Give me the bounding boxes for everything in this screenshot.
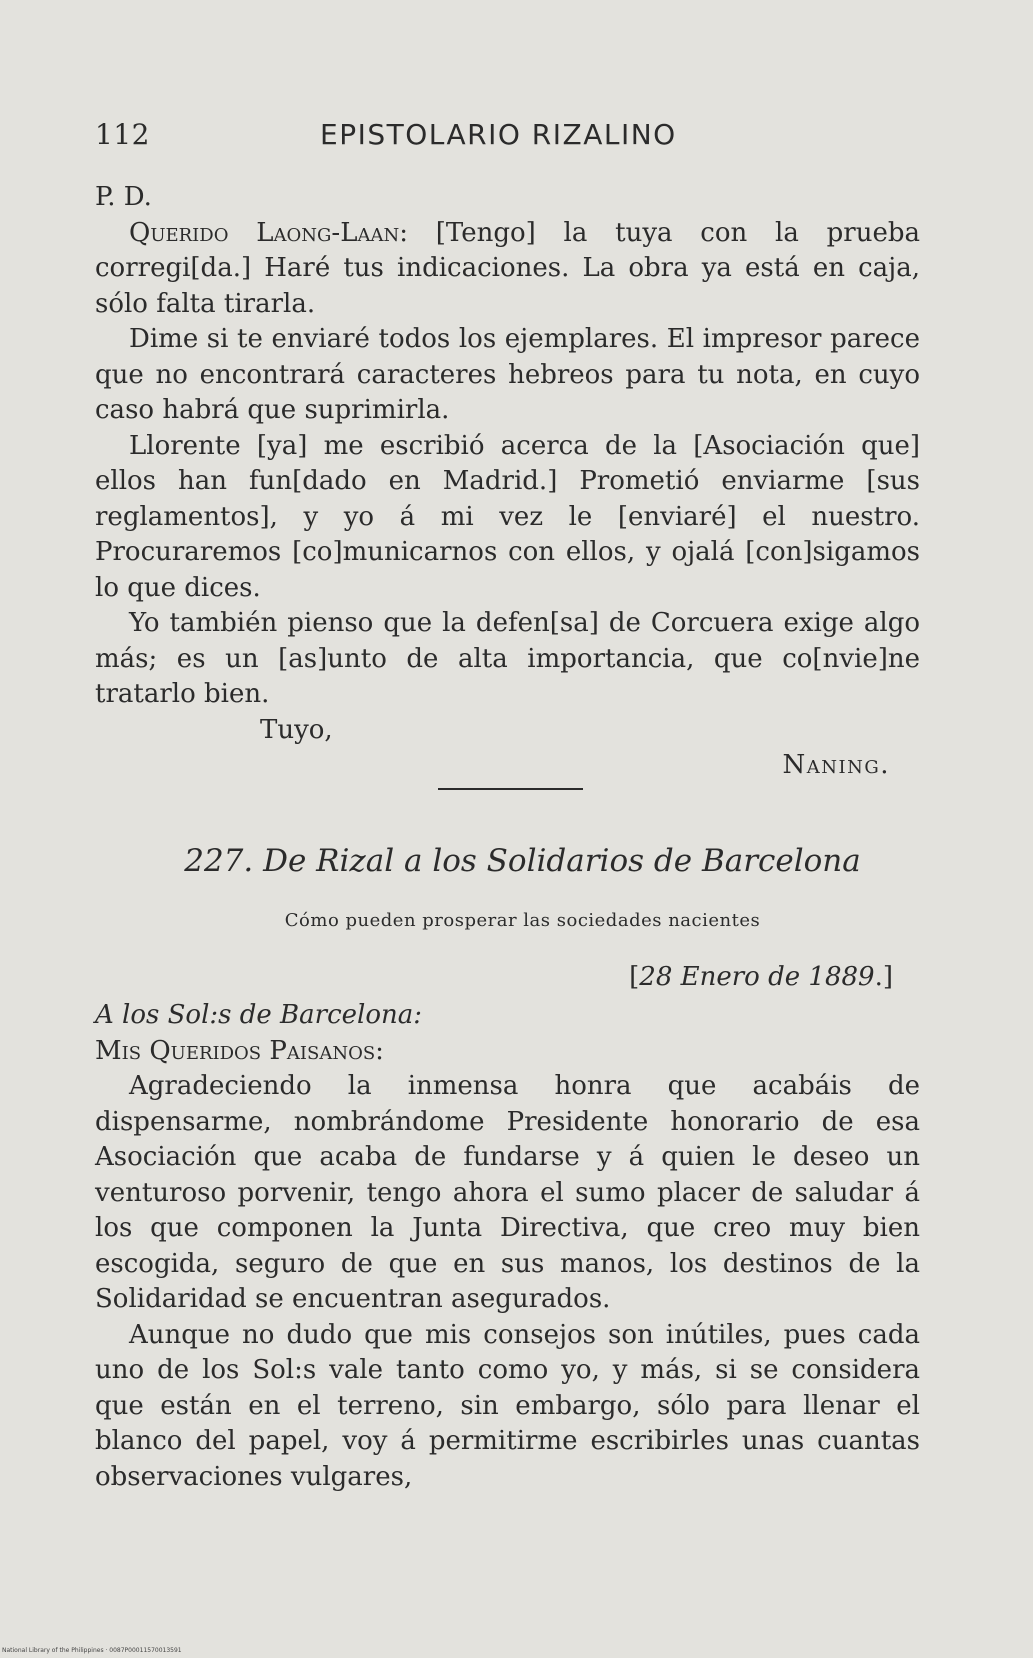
postscript-greeting: Querido Laong-Laan	[129, 217, 400, 248]
postscript-paragraph-text: : [Tengo] la tuya con la prueba corregi[da.] Haré tus indicaciones. La obra ya está en caja, sólo falta tirarla.	[95, 217, 920, 319]
postscript-paragraph: Yo también pienso que la defen[sa] de Corcuera exige algo más; es un [as]unto de alta importancia, que co[nvie]ne tratarlo bien.	[95, 608, 920, 709]
closing-phrase: Tuyo,	[260, 714, 333, 745]
letter-date	[629, 962, 893, 992]
date-bracket-open: [	[629, 962, 640, 992]
letter-addressee: A los Sol:s de Barcelona:	[95, 1000, 423, 1030]
date-bracket-close: .]	[874, 962, 893, 992]
running-title: EPISTOLARIO RIZALINO	[320, 118, 677, 151]
letter-paragraph: Aunque no dudo que mis consejos son inútiles, pues cada uno de los Sol:s vale tanto como yo, y más, si se considera que están en el terreno, sin embargo, sólo para llenar el blanco del papel, voy á permitirme escribirles unas cuantas observaciones vulgares,	[95, 1319, 920, 1492]
postscript-paragraph: Dime si te enviaré todos los ejemplares. El impresor parece que no encontrará caracteres hebreos para tu nota, en cuyo caso habrá que suprimirla.	[95, 324, 920, 425]
section-subtitle: Cómo pueden prosperar las sociedades nacientes	[284, 910, 761, 931]
section-title: 227. De Rizal a los Solidarios de Barcelona	[184, 843, 861, 879]
date-text: 28 Enero de 1889	[639, 962, 875, 992]
postscript-block	[95, 180, 920, 784]
page-number: 112	[95, 118, 150, 151]
letter-block	[95, 998, 920, 1495]
postscript-label: P. D.	[95, 182, 152, 212]
scan-footer: National Library of the Philippines · 0087P00011570013591	[2, 1647, 182, 1654]
postscript-paragraph: Llorente [ya] me escribió acerca de la [Asociación que] ellos han fun[dado en Madrid.] Prometió enviarme [sus reglamentos], y yo á mi vez le [enviaré] el nuestro. Procuraremos [co]municarnos con ellos, y ojalá [con]sigamos lo que dices.	[95, 430, 920, 603]
section-divider	[438, 788, 583, 790]
postscript-paragraph	[95, 216, 920, 323]
signature: Naning.	[782, 750, 890, 780]
letter-salutation: Mis Queridos Paisanos:	[95, 1035, 384, 1066]
letter-paragraph: Agradeciendo la inmensa honra que acabáis de dispensarme, nombrándome Presidente honorario de esa Asociación que acaba de fundarse y á quien le deseo un venturoso porvenir, tengo ahora el sumo placer de saludar á los que componen la Junta Directiva, que creo muy bien escogida, seguro de que en sus manos, los destinos de la Solidaridad se encuentran asegurados.	[95, 1071, 920, 1314]
page-header	[95, 118, 925, 158]
